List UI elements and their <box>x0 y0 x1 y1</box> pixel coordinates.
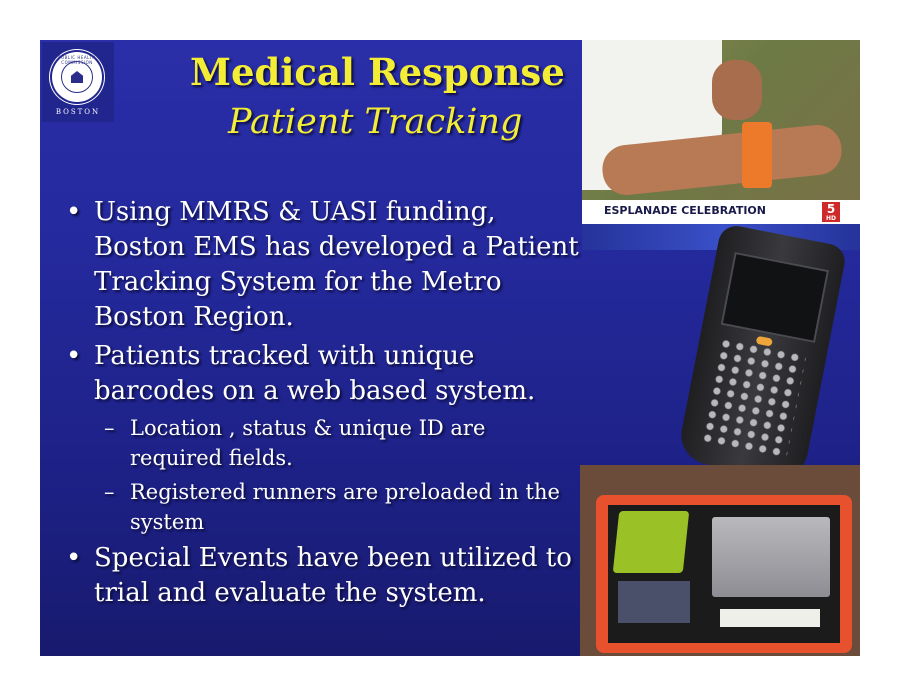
rugged-laptop <box>712 517 830 597</box>
bullet-icon: • <box>66 341 82 371</box>
orange-case <box>596 495 852 653</box>
sub-bullet-item <box>62 477 582 537</box>
bullet-item <box>62 541 582 611</box>
bullet-icon: • <box>66 543 82 573</box>
boston-public-health-logo <box>42 42 114 122</box>
wristband <box>742 122 772 188</box>
slide <box>40 40 860 656</box>
green-device <box>613 511 690 573</box>
channel-logo <box>822 202 840 222</box>
handheld-scanner-photo <box>666 221 857 485</box>
channel-number: 5 <box>826 202 836 216</box>
sub-bullet-text: Registered runners are preloaded in the system <box>130 480 560 534</box>
channel-hd: HD <box>825 215 836 222</box>
tv-caption: ESPLANADE CELEBRATION <box>604 204 766 217</box>
sub-bullet-item <box>62 413 582 473</box>
building-icon <box>71 71 83 83</box>
sub-bullet-text: Location , status & unique ID are required fields. <box>130 416 486 470</box>
scanner-keypad <box>699 337 806 462</box>
bullet-text: Patients tracked with unique barcodes on a web based system. <box>94 341 536 406</box>
equipment-case-photo <box>580 465 860 656</box>
slide-subtitle: Patient Tracking <box>228 102 523 142</box>
bullet-text: Special Events have been utilized to trial and evaluate the system. <box>94 543 572 608</box>
dash-icon: – <box>104 480 115 504</box>
bullet-icon: • <box>66 197 82 227</box>
seal-icon <box>52 52 102 102</box>
bullet-item <box>62 339 582 409</box>
seal-text: PUBLIC HEALTH COMMISSION <box>58 55 96 65</box>
scanner-screen <box>721 252 829 343</box>
bullet-list <box>62 195 582 615</box>
bullet-text: Using MMRS & UASI funding, Boston EMS has developed a Patient Tracking System for the Metro Boston Region. <box>94 197 579 332</box>
logo-caption: BOSTON <box>55 108 101 116</box>
slide-title: Medical Response <box>190 50 565 94</box>
wristband-photo <box>582 40 860 250</box>
dash-icon: – <box>104 416 115 440</box>
bullet-item <box>62 195 582 335</box>
tv-caption-bar <box>582 200 860 224</box>
